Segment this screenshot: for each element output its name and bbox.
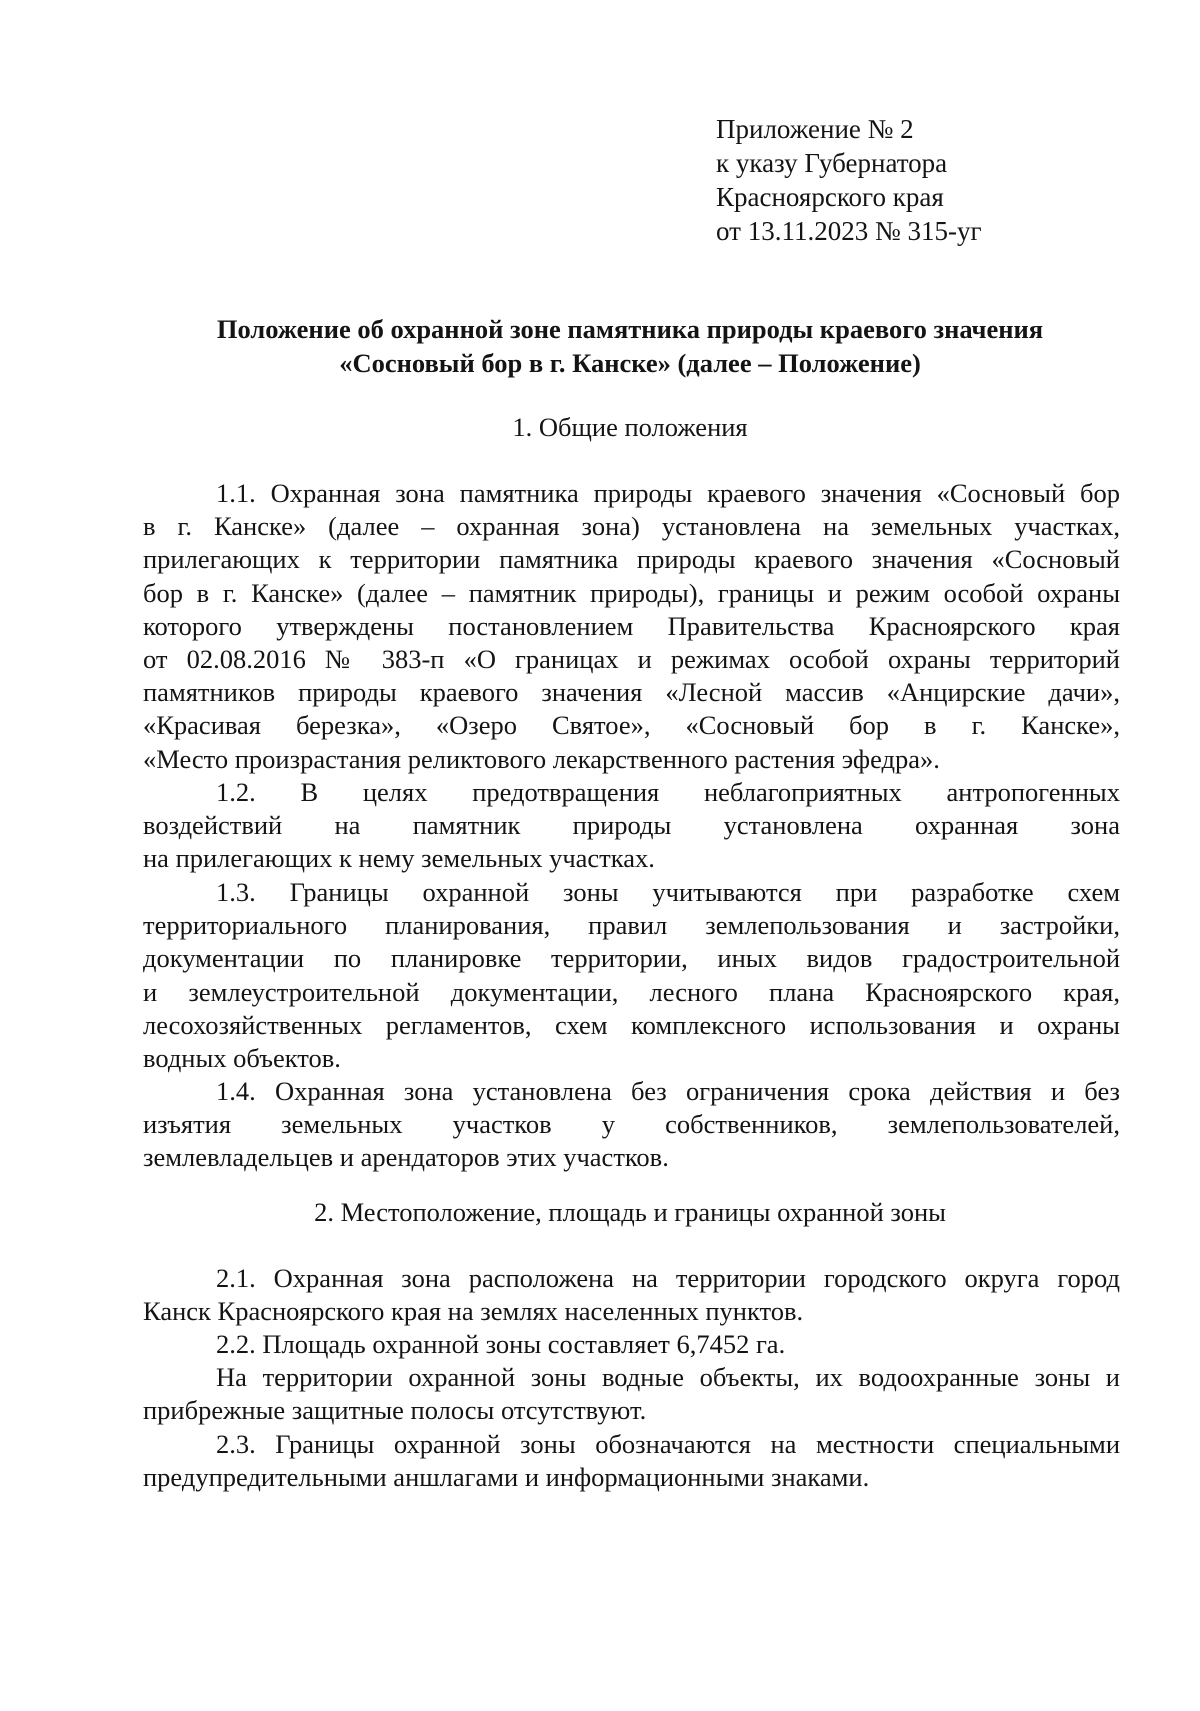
text-line: которого утверждены постановлением Правительства Красноярского края <box>143 610 1120 641</box>
text-line: изъятия земельных участков у собственников, землепользователей, <box>143 1109 1120 1140</box>
text-line: 2.1. Охранная зона расположена на территории городского округа город <box>216 1263 1120 1293</box>
paragraph-1-3 <box>143 876 1120 1075</box>
text-line: 2.2. Площадь охранной зоны составляет 6,7452 га. <box>216 1329 786 1359</box>
text-line: «Красивая березка», «Озеро Святое», «Сосновый бор в г. Канске», <box>143 710 1120 741</box>
text-line: и землеустроительной документации, лесного плана Красноярского края, <box>143 976 1120 1007</box>
text-line: землевладельцев и арендаторов этих участков. <box>143 1142 669 1173</box>
text-line: На территории охранной зоны водные объекты, их водоохранные зоны и <box>216 1362 1120 1392</box>
text-line: прибрежные защитные полосы отсутствуют. <box>143 1395 647 1426</box>
text-line: 2.3. Границы охранной зоны обозначаются на местности специальными <box>216 1429 1120 1459</box>
title-line: «Сосновый бор в г. Канске» (далее – Положение) <box>339 348 921 378</box>
paragraph-2-3 <box>143 1428 1120 1494</box>
appendix-line: к указу Губернатора <box>716 148 948 178</box>
text-line: бор в г. Канске» (далее – памятник природы), границы и режим особой охраны <box>143 577 1120 608</box>
section-heading-1: 1. Общие положения <box>512 412 748 442</box>
text-line: 1.3. Границы охранной зоны учитываются при разработке схем <box>216 877 1120 907</box>
paragraph-2-2-b <box>143 1361 1120 1427</box>
text-line: от 02.08.2016 № 383-п «О границах и режимах особой охраны территорий <box>143 644 1120 675</box>
text-line: 1.1. Охранная зона памятника природы краевого значения «Сосновый бор <box>216 478 1120 508</box>
section-heading-2: 2. Местоположение, площадь и границы охранной зоны <box>314 1197 946 1227</box>
text-line: лесохозяйственных регламентов, схем комплексного использования и охраны <box>143 1009 1120 1040</box>
text-line: предупредительными аншлагами и информационными знаками. <box>143 1462 870 1493</box>
appendix-header <box>716 112 982 248</box>
paragraph-1-4 <box>143 1075 1120 1175</box>
paragraph-1-2 <box>143 776 1120 876</box>
text-line: Канск Красноярского края на землях населенных пунктов. <box>143 1296 804 1327</box>
appendix-line: от 13.11.2023 № 315-уг <box>716 216 982 246</box>
appendix-line: Красноярского края <box>716 182 944 212</box>
text-line: воздействий на памятник природы установлена охранная зона <box>143 810 1120 841</box>
text-line: «Место произрастания реликтового лекарственного растения эфедра». <box>143 743 940 774</box>
title-line: Положение об охранной зоне памятника природы краевого значения <box>216 314 1044 344</box>
document-title <box>140 312 1120 380</box>
paragraph-2-2 <box>143 1328 1120 1361</box>
text-line: на прилегающих к нему земельных участках. <box>143 843 655 874</box>
text-line: территориального планирования, правил землепользования и застройки, <box>143 910 1120 941</box>
text-line: водных объектов. <box>143 1043 341 1074</box>
text-line: памятников природы краевого значения «Лесной массив «Анцирские дачи», <box>143 677 1120 708</box>
text-line: документации по планировке территории, иных видов градостроительной <box>143 943 1120 974</box>
paragraph-1-1 <box>143 477 1120 776</box>
text-line: 1.4. Охранная зона установлена без ограничения срока действия и без <box>216 1076 1120 1106</box>
text-line: в г. Канске» (далее – охранная зона) установлена на земельных участках, <box>143 511 1120 542</box>
text-line: прилегающих к территории памятника природы краевого значения «Сосновый <box>143 544 1120 575</box>
text-line: 1.2. В целях предотвращения неблагоприятных антропогенных <box>216 777 1120 807</box>
paragraph-2-1 <box>143 1262 1120 1328</box>
appendix-line: Приложение № 2 <box>716 114 914 144</box>
